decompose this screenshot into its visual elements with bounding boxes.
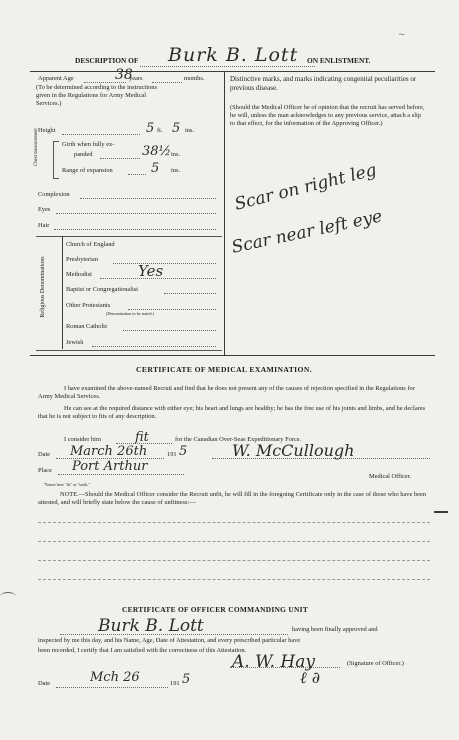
methodist-value: Yes (138, 262, 164, 280)
cause-line-1 (38, 522, 430, 523)
punch-hole-mark (0, 592, 16, 601)
denomination-baptist: Baptist or Congregationalist (66, 286, 139, 293)
chest-brace (53, 141, 59, 179)
girth-line (100, 158, 140, 159)
denomination-roman-catholic: Roman Catholic (66, 323, 108, 330)
unfit-note: NOTE.—Should the Medical Officer consider the Recruit unfit, he will fill in the foregoing Certificate only in the case of those who have been attested, and will briefly state below the cause of unfitness:— (38, 491, 426, 507)
months-label: months. (184, 75, 205, 82)
girth-value: 38½ (142, 144, 172, 159)
denomination-church-of-england: Church of England (66, 241, 115, 248)
co-certificate-title: CERTIFICATE OF OFFICER COMMANDING UNIT (122, 605, 309, 614)
description-label: DESCRIPTION OF (75, 56, 139, 65)
fit-value: fit (135, 430, 149, 445)
complexion-label: Complexion (38, 191, 70, 198)
denomination-jewish: Jewish (66, 339, 84, 346)
girth-ins-label: ins. (171, 151, 181, 158)
co-body-2: inspected by me this day, and his Name, Age, Date of Attestation, and every prescribed particular have (38, 637, 301, 644)
months-line (152, 82, 182, 83)
range-value: 5 (151, 161, 160, 176)
medical-officer-signature: W. McCullough (232, 441, 355, 460)
recruit-name-handwritten: Burk B. Lott (168, 44, 299, 66)
hair-line (54, 229, 216, 230)
jewish-line (92, 346, 216, 347)
height-ft-value: 5 (146, 121, 155, 136)
co-body-3: been recorded, I certify that I am satisfied with the correctness of this Attestation. (38, 647, 247, 654)
range-line (128, 174, 146, 175)
distinctive-mark-1: Scar on right leg (232, 160, 379, 215)
place-line (58, 474, 184, 475)
medical-year-print: 191 (167, 451, 177, 458)
apparent-age-label: Apparent Age (38, 75, 74, 82)
co-date-value: Mch 26 (90, 670, 140, 685)
previous-service-note: (Should the Medical Officer be of opinion that the recruit has served before, he will, unless the man acknowledges to any previous service, attach a slip to that effect, for the information of the Approving Officer.) (230, 104, 425, 128)
insert-note: *Insert here "fit" or "unfit." (44, 482, 91, 487)
medical-para-1: I have examined the above-named Recruit and find that he does not present any of the causes of rejection specified in the Regulations for Army Medical Services. (38, 385, 415, 401)
medical-certificate-title: CERTIFICATE OF MEDICAL EXAMINATION. (136, 365, 313, 374)
ft-label: ft. (157, 127, 163, 134)
top-rule (30, 71, 435, 72)
note-dash-mark (434, 511, 448, 513)
years-label: years (129, 75, 143, 82)
other-protestants-line (128, 309, 216, 310)
co-signature-tail: ℓ ∂ (300, 668, 321, 687)
eyes-line (56, 213, 216, 214)
roman-catholic-line (123, 330, 216, 331)
height-line (62, 134, 140, 135)
distinctive-mark-2: Scar near left eye (229, 206, 384, 258)
consider-suffix: for the Canadian Over-Seas Expeditionary Force. (175, 436, 302, 443)
margin-scribble: ~ (398, 30, 406, 40)
denomination-presbyterian: Presbyterian (66, 256, 98, 263)
age-line (84, 82, 126, 83)
co-date-line (56, 687, 168, 688)
religious-denominations-label: Religious Denominations (40, 256, 46, 318)
distinctive-marks-heading: Distinctive marks, and marks indicating congenital peculiarities or previous disease. (230, 75, 417, 92)
height-label: Height (38, 127, 56, 134)
co-body-1: having been finally approved and (292, 626, 378, 633)
medical-year-value: 5 (179, 444, 188, 459)
signature-of-officer-label: (Signature of Officer.) (347, 660, 404, 667)
place-value: Port Arthur (72, 459, 148, 474)
medical-officer-label: Medical Officer. (369, 473, 412, 480)
baptist-line (164, 293, 216, 294)
medical-date-label: Date (38, 451, 51, 458)
cause-line-3 (38, 560, 430, 561)
medical-para-2: He can see at the required distance with either eye; his heart and lungs are healthy; he has the free use of his joints and limbs, and he declares that he is not subject to fits of any description. (38, 405, 426, 421)
ins-label: ins. (185, 127, 195, 134)
eyes-label: Eyes (38, 206, 51, 213)
consider-prefix: I consider him (64, 436, 101, 443)
column-divider (224, 72, 225, 355)
section-rule (30, 355, 435, 356)
co-date-label: Date (38, 680, 51, 687)
religion-divider (62, 236, 63, 349)
cause-line-2 (38, 541, 430, 542)
denomination-note: (Denomination to be stated.) (106, 311, 154, 316)
place-label: Place (38, 467, 52, 474)
range-ins-label: ins. (171, 167, 181, 174)
co-year-print: 191 (170, 680, 180, 687)
chest-measurement-label: Chest measurement (34, 128, 39, 166)
medical-date-value: March 26th (70, 444, 148, 459)
girth-label-2: panded (74, 151, 93, 158)
presbyterian-line (113, 263, 216, 264)
hair-label: Hair (38, 222, 50, 229)
complexion-line (80, 198, 216, 199)
age-value: 38 (115, 67, 133, 83)
co-officer-signature: A. W. Hay (232, 652, 315, 672)
age-note: (To be determined according to the instructions given in the Regulations for Army Medical Services.) (36, 84, 157, 108)
height-in-value: 5 (172, 121, 181, 136)
denomination-methodist: Methodist (66, 271, 92, 278)
denomination-other-protestants: Other Protestants (66, 302, 111, 309)
name-line (140, 66, 315, 67)
co-year-value: 5 (182, 672, 191, 687)
girth-label-1: Girth when fully ex- (62, 141, 115, 148)
co-recruit-name: Burk B. Lott (98, 616, 204, 636)
cause-line-4 (38, 579, 430, 580)
range-label: Range of expansion (62, 167, 113, 174)
on-enlistment-label: ON ENLISTMENT. (307, 56, 371, 65)
